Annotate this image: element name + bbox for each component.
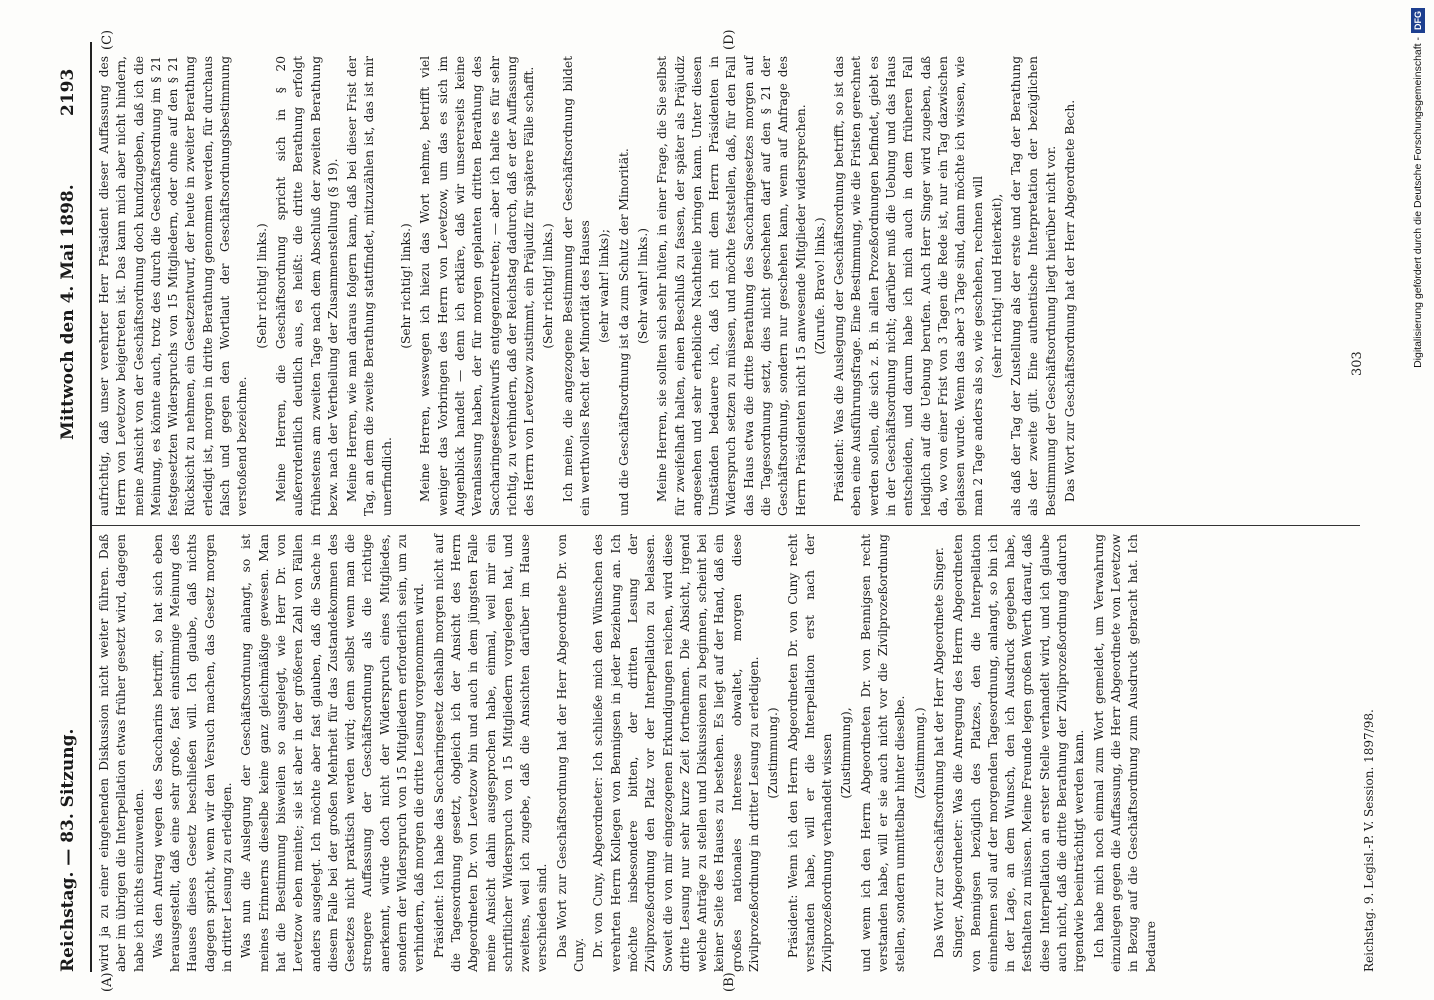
interjection: (Zurufe. Bravo! links.) [812,217,827,355]
left-column [96,534,1162,972]
margin-letter-c: (C) [100,29,115,50]
header-page-number: 2193 [58,68,78,116]
paragraph: Präsident: Ich habe das Saccharingesetz deshalb morgen nicht auf die Tagesordnung gesetzt, obgleich ich der Ansicht des Herrn Abgeordneten Dr. von Levetzow bin und auch in dem jüngsten Falle meine Ansicht dahin ausgesprochen habe, einmal, weil mir ein schriftlicher Widerspruch von 15 Mitgliedern vorgelegen hat, und zweitens, weil ich zugebe, daß die Ansichten darüber im Hause verschieden sind. [431,534,550,972]
paragraph: Präsident: Wenn ich den Herrn Abgeordneten Dr. von Cuny recht verstanden habe, will er die Interpellation erst nach der Zivilprozeßordnung verhandelt wissen [785,534,835,972]
interjection: (sehr wahr! links); [597,228,612,344]
paragraph: Ich meine, die angezogene Bestimmung der Geschäftsordnung bildet ein werthvolles Recht der Minorität des Hauses [560,56,593,516]
margin-letter-a: (A) [100,972,115,992]
paragraph: Präsident: Was die Auslegung der Geschäftsordnung betrifft, so ist das eben eine Ausführungsfrage. Eine Bestimmung, wie die Fristen gerechnet werden sollen, die sich z. B. in allen Prozeßordnungen befindet, giebt es in der Geschäftsordnung nicht; darüber muß die Uebung und das Haus entscheiden, und darum habe ich mich auch in dem früheren Fall lediglich auf die Uebung berufen. Auch Herr Singer wird zugeben, daß da, wo von einer Frist von 3 Tagen die Rede ist, nur ein Tag dazwischen gelassen wurde. Wenn das aber 3 Tage sind, dann möchte ich wissen, wie man 2 Tage anders als so, wie geschehen, rechnen will [832,56,985,516]
margin-letter-b: (B) [722,972,737,992]
footer-session-info: Reichstag. 9. Legisl.-P. V. Session. 1897/98. [1362,709,1376,972]
paragraph: Meine Herren, weswegen ich hiezu das Wort nehme, betrifft viel weniger das Vorbringen des Herrn von Levetzow, um das es sich im Augenblick handelt — denn ich erkläre, daß wir unsererseits keine Veranlassung haben, der für morgen geplanten dritten Berathung des Saccharingesetzentwurfs entgegenzutreten; — aber ich halte es für sehr richtig, zu verhindern, daß der Reichstag dadurch, daß er der Auffassung des Herrn von Levetzow zustimmt, ein Präjudiz für spätere Fälle schafft. [418,56,537,516]
header-session-title: Reichstag. — 83. Sitzung. [58,728,78,972]
interjection: (Zustimmung.) [766,707,781,799]
paragraph: Ich habe mich noch einmal zum Wort gemeldet, um Verwahrung einzulegen gegen die Auffassung, die Herr Abgeordnete von Levetzow in Bezug auf die Geschäftsordnung zum Ausdruck gebracht hat. Ich bedaure [1091,534,1158,972]
paragraph: Meine Herren, die Geschäftsordnung spricht sich in § 20 außerordentlich deutlich aus, es heißt: die dritte Berathung erfolgt frühestens am zweiten Tage nach dem Abschluß der zweiten Berathung bezw. nach der Vertheilung der Zusammenstellung (§ 19). [273,56,340,516]
paragraph: Das Wort zur Geschäftsordnung hat der Herr Abgeordnete Dr. von Cuny. [554,534,587,972]
paragraph: Meine Herren, wie man daraus folgern kann, daß bei dieser Frist der Tag, an dem die zweite Berathung stattfindet, mitzuzählen ist, das ist mir unerfindlich. [345,56,394,516]
paragraph: aufrichtig, daß unser verehrter Herr Präsident dieser Auffassung des Herrn von Levetzow beigetreten ist. Das kann mich aber nicht hindern, meine Ansicht von der Geschäftsordnung doch kundzugeben, daß ich die Meinung, es könnte auch, trotz des durch die Geschäftsordnung im § 21 festgesetzten Widerspruchs von 15 Mitgliedern, oder ohne auf den § 21 Rücksicht zu nehmen, ein Gesetzentwurf, der heute in zweiter Berathung erledigt ist, morgen in dritte Berathung genommen werden, für durchaus falsch und gegen den Wortlaut der Geschäftsordnungsbestimmung verstoßend bezeichne. [97,56,250,516]
interjection: (Sehr richtig! links.) [254,223,269,349]
right-column [96,56,1081,516]
paragraph: als daß der Tag der Zustellung als der erste und der Tag der Berathung als der zweite gilt. Eine authentische Interpretation der bezüglichen Bestimmung der Geschäftsordnung liegt hierüber nicht vor. [1009,56,1058,516]
footer-page-number: 303 [1350,351,1365,376]
interjection: (Sehr richtig! links.) [399,223,414,349]
paragraph: wird ja zu einer eingehenden Diskussion nicht weiter führen. Daß aber im übrigen die Interpellation etwas früher gesetzt wird, dagegen habe ich nichts einzuwenden. [97,534,146,972]
paragraph: Was nun die Auslegung der Geschäftsordnung anlangt, so ist meines Erinnerns dieselbe keine ganz gleichmäßige gewesen. Man hat die Bestimmung bisweilen so ausgelegt, wie Herr Dr. von Levetzow eben meinte; sie ist aber in der größeren Zahl von Fällen anders ausgelegt. Ich möchte aber fast glauben, daß die Sache in diesem Falle bei der großen Mehrheit für das Zustandekommen des Gesetzes nicht praktisch werden wird; denn selbst wenn man die strengere Auffassung der Geschäftsordnung als die richtige anerkennt, würde doch nicht der Widerspruch eines Mitgliedes, sondern der Widerspruch von 15 Mitgliedern erforderlich sein, um zu verhindern, daß morgen die dritte Lesung vorgenommen wird. [239,534,427,972]
paragraph: Das Wort zur Geschäftsordnung hat der Herr Abgeordnete Bech. [1063,99,1078,502]
digitization-credit [1404,8,1428,992]
interjection: (Zustimmung), [839,707,854,799]
header-rule [90,42,92,972]
interjection: (Sehr wahr! links.) [635,228,650,344]
page-header [58,0,86,1000]
paragraph: und die Geschäftsordnung ist da zum Schutz der Minorität. [616,148,631,516]
paragraph: Das Wort zur Geschäftsordnung hat der Herr Abgeordnete Singer. [931,547,946,958]
column-divider [92,525,1360,526]
paragraph: Meine Herren, sie sollten sich sehr hüten, in einer Frage, die Sie selbst für zweifelhaft halten, einen Beschluß zu fassen, der später als Präjudiz angesehen und sehr erhebliche Nachtheile bringen kann. Unter diesen Umständen bedauere ich, daß ich mit dem Herrn Präsidenten in Widerspruch setzen zu müssen, und möchte feststellen, daß, für den Fall das Haus etwa die dritte Berathung des Saccharingesetzes morgen auf die Tagesordnung setzt, dies nicht geschehen darf auf den § 21 der Geschäftsordnung, sondern nur geschehen kann, wenn auf Anfrage des Herrn Präsidenten nicht 15 anwesende Mitglieder widersprechen. [655,56,808,516]
interjection: (Sehr richtig! links.) [541,223,556,349]
paragraph: Was den Antrag wegen des Saccharins betrifft, so hat sich eben herausgestellt, daß eine sehr große, fast einstimmige Meinung des Hauses dieses Gesetz beschließen will. Ich glaube, daß nichts dagegen spricht, wenn wir den Versuch machen, das Gesetz morgen in dritter Lesung zu erledigen. [150,534,235,972]
header-date: Mittwoch den 4. Mai 1898. [58,184,78,440]
interjection: (sehr richtig! und Heiterkeit), [989,193,1004,379]
credit-text: Digitalisierung gefördert durch die Deutsche Forschungsgemeinschaft - [1412,37,1424,368]
paragraph: und wenn ich den Herrn Abgeordneten Dr. von Bennigsen recht verstanden habe, will er sie auch nicht vor die Zivilprozeßordnung stellen, sondern unmittelbar hinter dieselbe. [858,534,908,972]
interjection: (Zustimmung.) [912,707,927,799]
margin-letter-d: (D) [722,29,737,50]
dfg-logo: DFG [1411,8,1425,33]
paragraph: Singer, Abgeordneter: Was die Anregung des Herrn Abgeordneten von Bennigsen bezüglich des Platzes, den die Interpellation einnehmen soll auf der morgenden Tagesordnung, anlangt, so bin ich in der Lage, an dem Wunsch, den ich Ausdruck gegeben habe, festhalten zu müssen. Meine Freunde legen großen Werth darauf, daß diese Interpellation an erster Stelle verhandelt wird, und ich glaube auch nicht, daß die dritte Berathung der Zivilprozeßordnung dadurch irgendwie beeinträchtigt werden kann. [951,534,1087,972]
paragraph: Dr. von Cuny, Abgeordneter: Ich schließe mich den Wünschen des verehrten Herrn Kollegen von Bennigsen in jeder Beziehung an. Ich möchte insbesondere bitten, der dritten Lesung der Zivilprozeßordnung den Platz vor der Interpellation zu belassen. Soweit die von mir eingezogenen Erkundigungen reichen, wird diese dritte Lesung nur sehr kurze Zeit fortnehmen. Die Absicht, irgend welche Anträge zu stellen und Diskussionen zu beginnen, scheint bei keiner Seite des Hauses zu bestehen. Es liegt auf der Hand, daß ein großes nationales Interesse obwaltet, morgen diese Zivilprozeßordnung in dritter Lesung zu erledigen. [591,534,761,972]
